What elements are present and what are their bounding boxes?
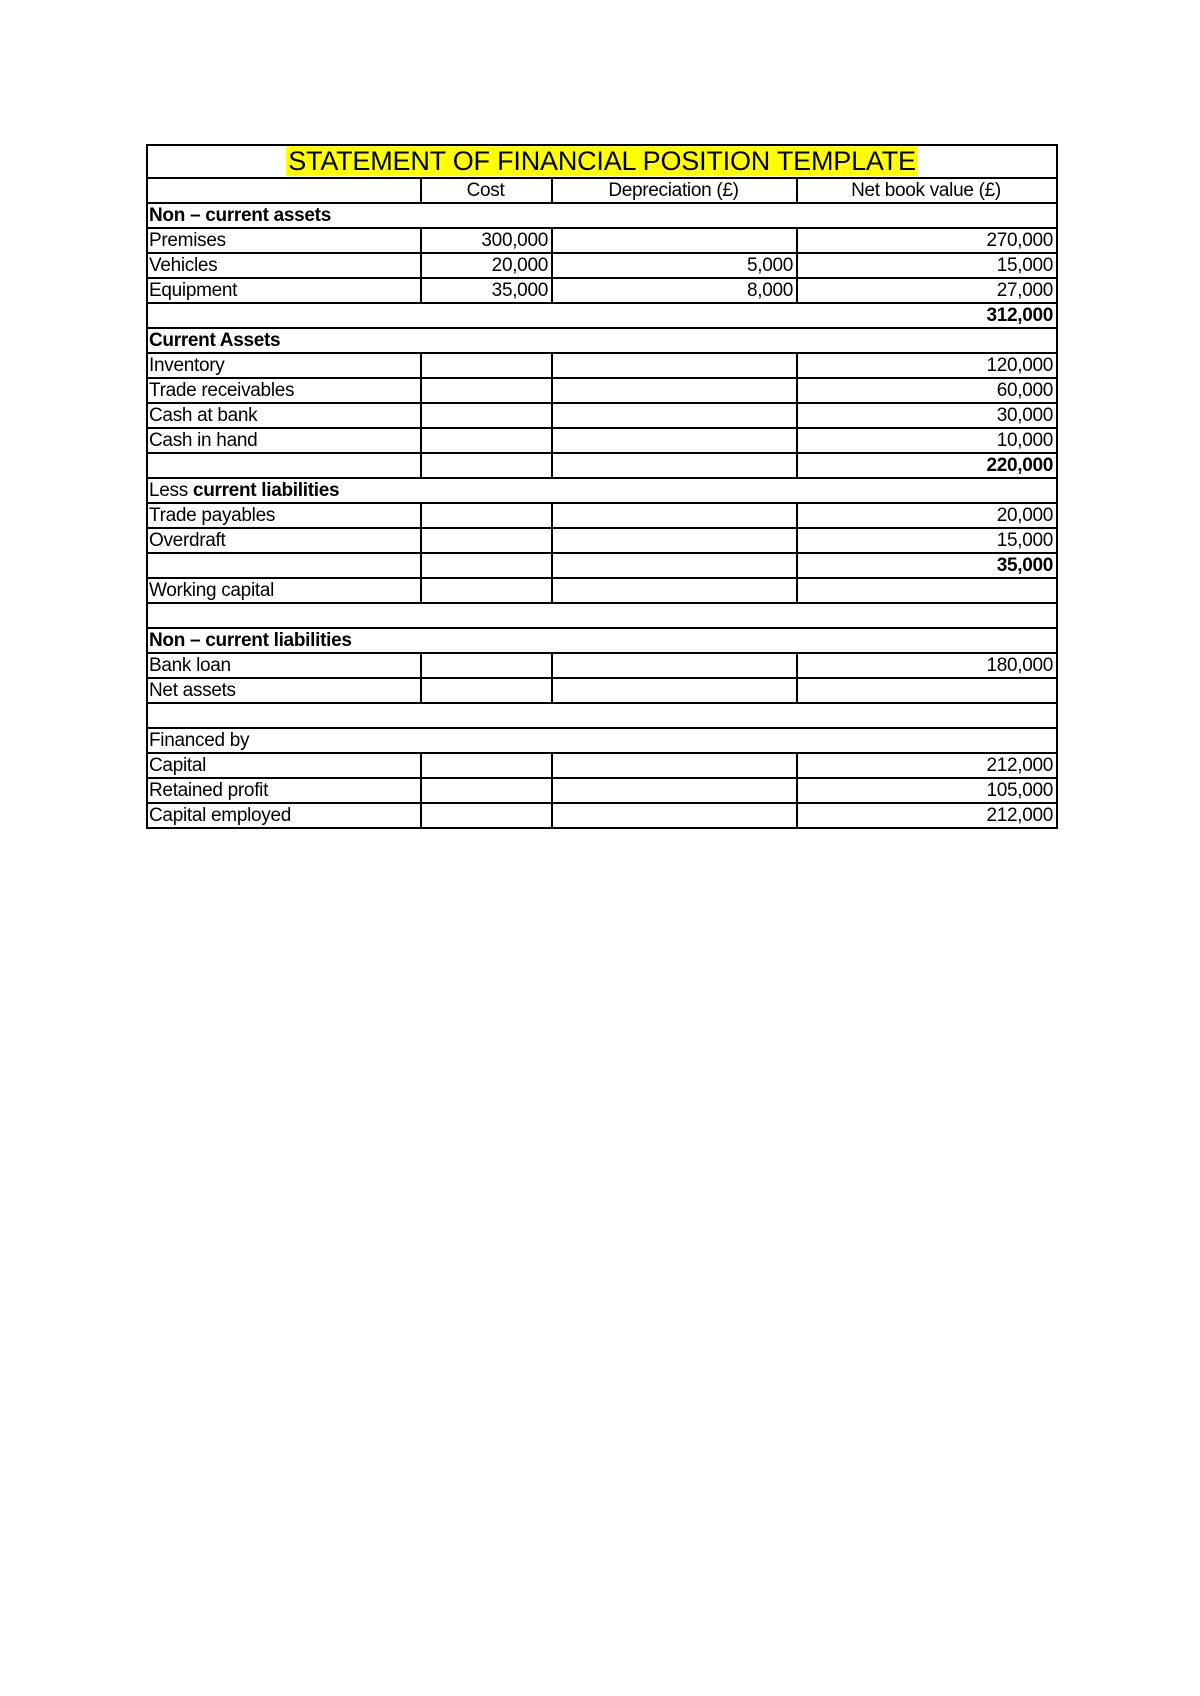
cost-cell: 300,000 [421,228,552,253]
depreciation-cell [552,653,797,678]
table-row [147,653,1057,678]
title-cell [147,145,1057,178]
header-depreciation: Depreciation (£) [552,178,797,203]
cost-cell [421,678,552,703]
section-heading-row [147,628,1057,653]
nbv-cell: 60,000 [797,378,1057,403]
row-label: Net assets [147,678,421,703]
table-row [147,228,1057,253]
row-label: Trade receivables [147,378,421,403]
nbv-cell: 10,000 [797,428,1057,453]
current-liabilities-total: 35,000 [797,553,1057,578]
depreciation-cell [552,803,797,828]
spacer-row [147,703,1057,728]
current-assets-heading: Current Assets [147,328,1057,353]
cost-cell [421,778,552,803]
table-row [147,803,1057,828]
row-label: Vehicles [147,253,421,278]
row-label: Inventory [147,353,421,378]
row-label: Retained profit [147,778,421,803]
depreciation-cell: 8,000 [552,278,797,303]
nbv-cell: 105,000 [797,778,1057,803]
column-header-row [147,178,1057,203]
depreciation-cell [552,528,797,553]
depreciation-cell [552,678,797,703]
nbv-cell: 30,000 [797,403,1057,428]
financed-by-heading: Financed by [147,728,1057,753]
spacer-cell [147,703,1057,728]
non-current-liabilities-heading: Non – current liabilities [147,628,1057,653]
header-blank-cell [147,178,421,203]
cost-cell [421,803,552,828]
nbv-cell: 20,000 [797,503,1057,528]
depreciation-cell [552,228,797,253]
depreciation-cell [552,778,797,803]
depreciation-cell [552,428,797,453]
total-row [147,553,1057,578]
depreciation-cell [552,753,797,778]
table-row [147,278,1057,303]
spacer-cell [147,603,1057,628]
row-label: Overdraft [147,528,421,553]
total-row [147,303,1057,328]
row-label: Capital employed [147,803,421,828]
row-label: Trade payables [147,503,421,528]
row-label: Equipment [147,278,421,303]
non-current-assets-total: 312,000 [147,303,1057,328]
nbv-cell: 120,000 [797,353,1057,378]
nbv-cell: 15,000 [797,253,1057,278]
cost-cell [421,653,552,678]
non-current-assets-heading: Non – current assets [147,203,1057,228]
cost-cell [421,753,552,778]
depreciation-cell [552,503,797,528]
depreciation-cell [552,578,797,603]
cost-cell [421,453,552,478]
cost-cell [421,503,552,528]
title-row [147,145,1057,178]
row-label: Capital [147,753,421,778]
table-row [147,578,1057,603]
section-heading-row [147,728,1057,753]
cost-cell [421,578,552,603]
cost-cell [421,553,552,578]
table-row [147,378,1057,403]
table-row [147,428,1057,453]
current-liabilities-heading [147,478,1057,503]
row-label: Cash in hand [147,428,421,453]
depreciation-cell: 5,000 [552,253,797,278]
section-heading-row [147,328,1057,353]
row-label [147,553,421,578]
cost-cell: 20,000 [421,253,552,278]
depreciation-cell [552,378,797,403]
nbv-cell: 180,000 [797,653,1057,678]
table-row [147,353,1057,378]
table-row [147,503,1057,528]
section-heading-row [147,203,1057,228]
page-title: STATEMENT OF FINANCIAL POSITION TEMPLATE [288,146,916,176]
depreciation-cell [552,553,797,578]
nbv-cell: 15,000 [797,528,1057,553]
nbv-cell: 212,000 [797,753,1057,778]
table-row [147,528,1057,553]
table-row [147,678,1057,703]
row-label [147,453,421,478]
depreciation-cell [552,453,797,478]
nbv-cell [797,578,1057,603]
nbv-cell: 27,000 [797,278,1057,303]
financial-position-table [146,144,1058,829]
spacer-row [147,603,1057,628]
table-row [147,778,1057,803]
table-row [147,403,1057,428]
table-row [147,253,1057,278]
current-assets-total: 220,000 [797,453,1057,478]
section-heading-row [147,478,1057,503]
nbv-cell: 270,000 [797,228,1057,253]
cost-cell [421,428,552,453]
row-label: Working capital [147,578,421,603]
header-net-book-value: Net book value (£) [797,178,1057,203]
total-row [147,453,1057,478]
nbv-cell: 212,000 [797,803,1057,828]
heading-bold: current liabilities [192,480,340,501]
nbv-cell [797,678,1057,703]
cost-cell: 35,000 [421,278,552,303]
depreciation-cell [552,403,797,428]
cost-cell [421,403,552,428]
cost-cell [421,353,552,378]
depreciation-cell [552,353,797,378]
cost-cell [421,378,552,403]
heading-prefix: Less [149,480,193,501]
row-label: Cash at bank [147,403,421,428]
row-label: Bank loan [147,653,421,678]
row-label: Premises [147,228,421,253]
table-row [147,753,1057,778]
header-cost: Cost [421,178,552,203]
cost-cell [421,528,552,553]
